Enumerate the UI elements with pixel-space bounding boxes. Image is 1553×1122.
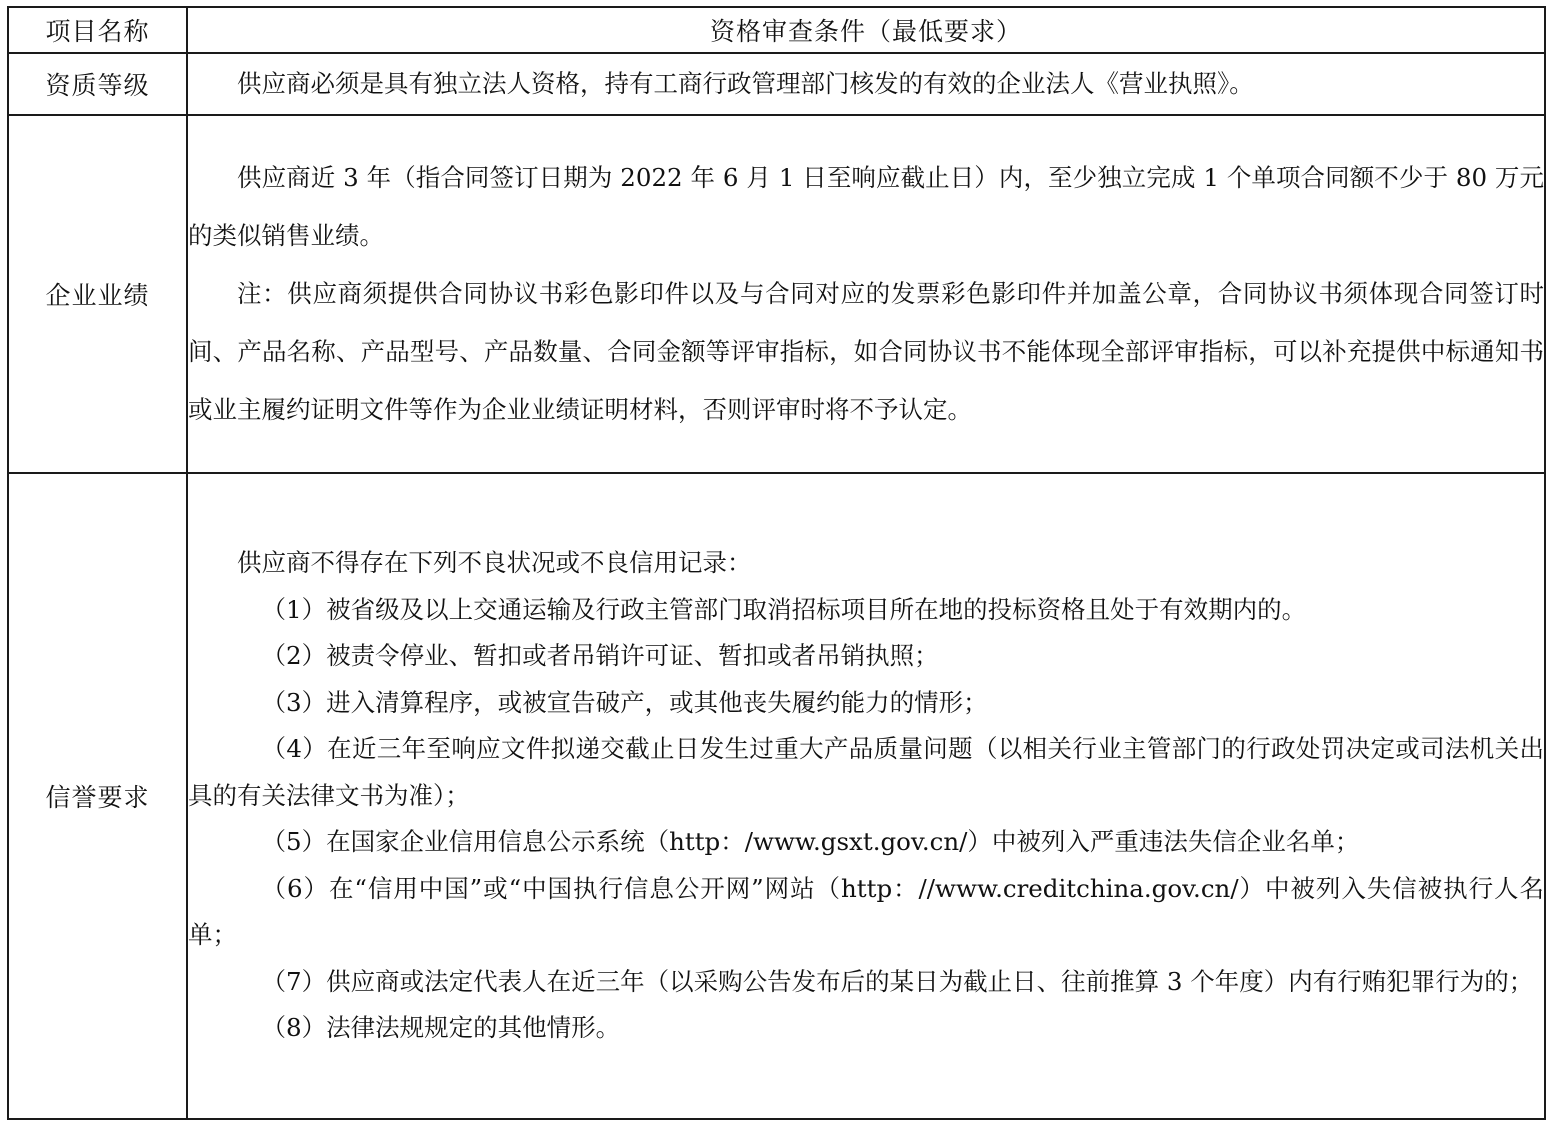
list-item: （2）被责令停业、暂扣或者吊销许可证、暂扣或者吊销执照；	[261, 641, 939, 671]
list-item: （8）法律法规规定的其他情形。	[261, 1013, 621, 1043]
paragraph: 供应商近 3 年（指合同签订日期为 2022 年 6 月 1 日至响应截止日）内，至少独立完成 1 个单项合同额不少于 80 万元的类似销售业绩。	[188, 163, 1544, 250]
header-qualification-conditions: 资格审查条件（最低要求）	[187, 7, 1545, 53]
header-row	[8, 7, 1545, 53]
list-item: （3）进入清算程序，或被宣告破产，或其他丧失履约能力的情形；	[261, 687, 988, 717]
table-row-reputation	[8, 473, 1545, 1119]
table-row-performance	[8, 115, 1545, 473]
intro-paragraph: 供应商不得存在下列不良状况或不良信用记录：	[237, 548, 752, 578]
list-item: （4）在近三年至响应文件拟递交截止日发生过重大产品质量问题（以相关行业主管部门的行政处罚决定或司法机关出具的有关法律文书为准）；	[188, 734, 1544, 810]
paragraph: 供应商必须是具有独立法人资格，持有工商行政管理部门核发的有效的企业法人《营业执照》。	[237, 69, 1254, 98]
row-content	[187, 115, 1545, 473]
note-paragraph: 注：供应商须提供合同协议书彩色影印件以及与合同对应的发票彩色影印件并加盖公章，合同协议书须体现合同签订时间、产品名称、产品型号、产品数量、合同金额等评审指标，如合同协议书不能体现全部评审指标，可以补充提供中标通知书或业主履约证明文件等作为企业业绩证明材料，否则评审时将不予认定。	[188, 279, 1544, 424]
row-label: 信誉要求	[8, 473, 187, 1119]
header-project-name: 项目名称	[8, 7, 187, 53]
list-item: （1）被省级及以上交通运输及行政主管部门取消招标项目所在地的投标资格且处于有效期内的。	[261, 594, 1307, 624]
row-label: 企业业绩	[8, 115, 187, 473]
list-item: （5）在国家企业信用信息公示系统（http：/www.gsxt.gov.cn/）中被列入严重违法失信企业名单；	[261, 827, 1360, 857]
row-content	[187, 53, 1545, 115]
table-row-qualification-level	[8, 53, 1545, 115]
row-content	[187, 473, 1545, 1119]
list-item: （6）在“信用中国”或“中国执行信息公开网”网站（http：//www.creditchina.gov.cn/）中被列入失信被执行人名单；	[188, 873, 1544, 950]
qualification-table	[7, 6, 1546, 1120]
list-item: （7）供应商或法定代表人在近三年（以采购公告发布后的某日为截止日、往前推算 3 个年度）内有行贿犯罪行为的；	[261, 966, 1534, 996]
row-label: 资质等级	[8, 53, 187, 115]
